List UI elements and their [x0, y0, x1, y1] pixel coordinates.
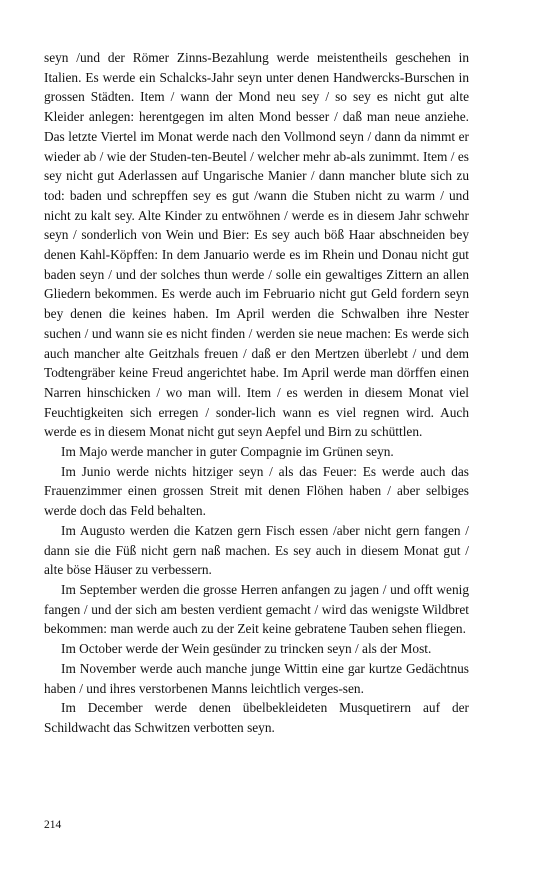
paragraph-6: Im October werde der Wein gesünder zu trincken seyn / als der Most.	[61, 641, 432, 657]
paragraph-7: Im November werde auch manche junge Wittin eine gar kurtze Gedächtnus haben / und ihres verstorbenen Manns leichtlich verges-sen.	[44, 660, 469, 696]
paragraph-5: Im September werden die grosse Herren anfangen zu jagen / und offt wenig fangen / und der sich am besten verdient gemacht / wird das wenigste Wildbret bekommen: man werde auch zu der Zeit keine gebratene Tauben sehen fliegen.	[44, 581, 469, 637]
paragraph-1: seyn /und der Römer Zinns-Bezahlung werde meistentheils geschehen in Italien. Es werde ein Schalcks-Jahr seyn unter denen Handwercks-Burschen in grossen Städten. Item / wann der Mond neu sey / so sey es nicht gut alte Kleider anlegen: herentgegen im alten Mond besser / daß man neue anziehe. Das letzte Viertel im Monat werde nach den Vollmond seyn / dann da nimmt er wieder ab / wie der Studen-ten-Beutel / welcher mehr ab-als zunimmt. Item / es sey nicht gut Aderlassen auf Ungarische Manier / dann mancher blute sich zu tod: baden und schrepffen sey es gut /wann die Stuben nicht zu warm / und nicht zu kalt sey. Alte Kinder zu entwöhnen / werde es in diesem Jahr schwehr seyn / sonderlich von Wein und Bier: Es sey auch böß Haar abschneiden bey denen Kahl-Köpffen: In dem Januario werde es im Rhein und Donau nicht gut baden seyn / und der solches thun werde / solle ein gewaltiges Zittern an allen Gliedern bekommen. Es werde auch im Februario nicht gut Geld fordern seyn bey denen die keines haben. Im April werden die Schwalben ihre Nester suchen / und wann sie es nicht finden / werden sie neue machen: Es werde sich auch mancher alte Geitzhals freuen / daß er den Mertzen überlebt / und dem Todtengräber keine Freud angerichtet habe. Im April werde man dörffen einen Narren hinschicken / wo man will. Item / es werden in diesem Monat viel Feuchtigkeiten sich erregen / sonder-lich wann es viel regnen wird. Auch werde es in diesem Monat nicht gut seyn Aepfel und Birn zu schüttlen.	[44, 50, 469, 440]
paragraph-3: Im Junio werde nichts hitziger seyn / als das Feuer: Es werde auch das Frauenzimmer einen grossen Streit mit denen Flöhen haben / aber selbiges werde doch das Feld behalten.	[44, 463, 469, 519]
paragraph-2: Im Majo werde mancher in guter Compagnie im Grünen seyn.	[61, 444, 394, 460]
page-number: 214	[44, 819, 62, 831]
paragraph-4: Im Augusto werden die Katzen gern Fisch essen /aber nicht gern fangen / dann sie die Füß nicht gern naß machen. Es sey auch in diesem Monat gut / alte böse Häuser zu verbessern.	[44, 522, 469, 578]
body-text	[44, 48, 469, 738]
paragraph-8: Im December werde denen übelbekleideten Musquetirern auf der Schildwacht das Schwitzen verbotten seyn.	[44, 700, 469, 735]
